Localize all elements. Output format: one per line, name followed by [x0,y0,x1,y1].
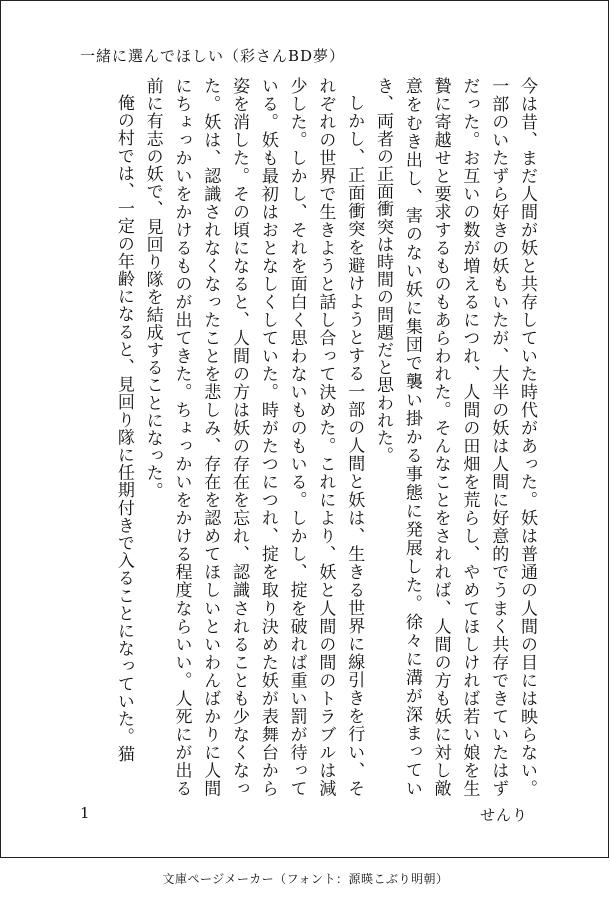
paragraph: 俺の村では、一定の年齢になると、見回り隊に任期付きで入ることになっていた。猫 [113,94,134,763]
app-footer-credit: 文庫ページメーカー（フォント：源暎こぶり明朝） [162,872,449,886]
paragraph: しかし、正面衝突を避けようとする一部の人間と妖は、生きる世界に線引きを行い、それぞれの世界で生きようと話し合って決めた。これにより、妖と人間の間のトラブルは減少した。しかし、それを面白く思わないものもいる。しかし、掟を破れば重い罰が待っている。妖も最初はおとなしくしていた。時がたつにつれ、掟を取り決めた妖が表舞台から姿を消した。その頃になると、人間の方は妖の存在を忘れ、認識されることも少なくなった。妖は、認識されなくなったことを悲しみ、存在を認めてほしいといわんばかりに人間にちょっかいをかけるものが出てきた。ちょっかいをかける程度ならいい。人死にが出る前に有志の妖で、見回り隊を結成することになった。 [142,77,365,797]
page-title: 一緒に選んでほしい（彩さんBD夢） [80,47,346,65]
page-number: 1 [80,804,90,822]
author-name: せんり [479,806,528,824]
body-text [65,77,541,797]
paragraph: 今は昔、まだ人間が妖と共存していた時代があった。妖は普通の人間の目には映らない。一部のいたずら好きの妖もいたが、大半の妖は人間に好意的でうまく共存できていたはずだった。お互いの数が増えるにつれ、人間の田畑を荒らし、やめてほしければ若い娘を生贄に寄越せと要求するものもあらわれた。そんなことをされれば、人間の方も妖に対し敵意をむき出し、害のない妖に集団で襲い掛かる事態に発展した。徐々に溝が深まっていき、両者の正面衝突は時間の問題だと思われた。 [373,77,537,797]
